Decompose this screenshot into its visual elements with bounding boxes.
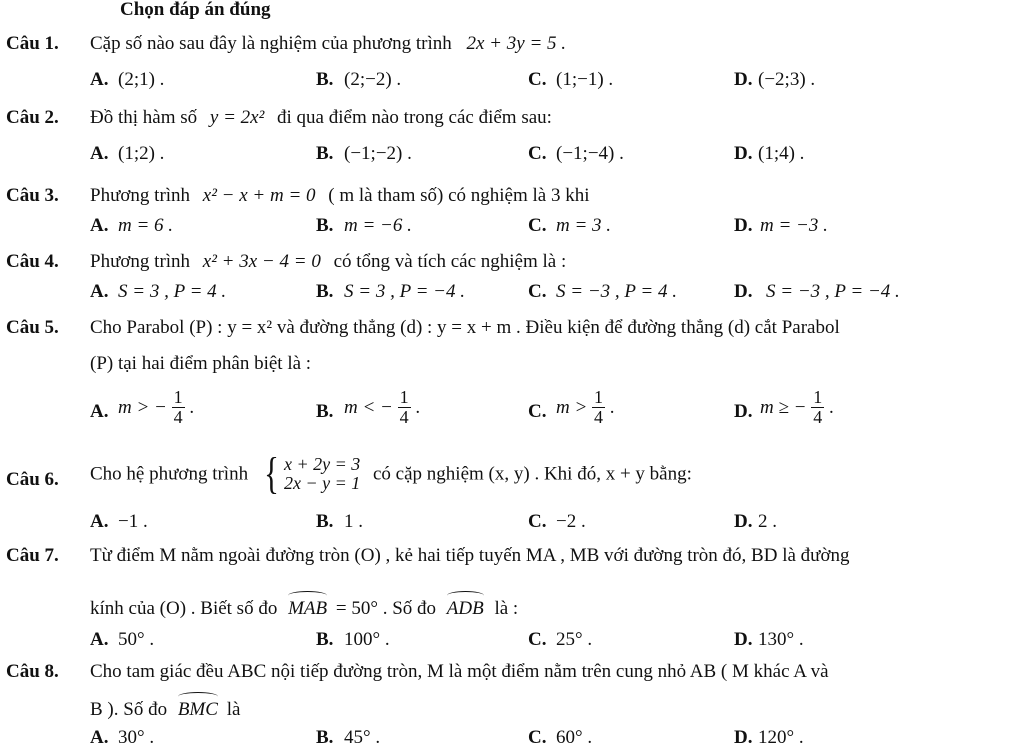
- question-1-prompt: Cặp số nào sau đây là nghiệm của phương trình: [90, 33, 452, 54]
- option-7c-label[interactable]: C.: [528, 629, 547, 650]
- option-3a-label[interactable]: A.: [90, 215, 109, 236]
- option-5b-label[interactable]: B.: [316, 401, 334, 422]
- option-6b[interactable]: 1 .: [344, 511, 363, 532]
- question-8-label: Câu 8.: [6, 661, 59, 682]
- option-3d-label[interactable]: D.: [734, 215, 753, 236]
- option-5b-fraction: [398, 388, 411, 427]
- option-8d-label[interactable]: D.: [734, 727, 753, 748]
- arc-bmc: BMC: [178, 696, 218, 719]
- option-4c[interactable]: S = −3 , P = 4 .: [556, 281, 677, 302]
- option-5b-den: 4: [399, 406, 409, 427]
- option-1d-label[interactable]: D.: [734, 69, 753, 90]
- question-5-text-line1: Cho Parabol (P) : y = x² và đường thẳng (d) : y = x + m . Điều kiện để đường thẳng (d) cắt Parabol: [90, 317, 840, 338]
- question-6-system: [261, 449, 361, 498]
- question-2-prompt-end: đi qua điểm nào trong các điểm sau:: [277, 107, 552, 128]
- option-5b-post: .: [415, 396, 421, 418]
- option-6c-label[interactable]: C.: [528, 511, 547, 532]
- option-1c[interactable]: (1;−1) .: [556, 69, 614, 90]
- arc-mab: MAB: [288, 595, 327, 618]
- option-5d-pre: m ≥ −: [760, 396, 807, 418]
- option-5c[interactable]: [556, 388, 615, 427]
- question-3-prompt: Phương trình: [90, 185, 191, 206]
- question-5-text-line2: (P) tại hai điểm phân biệt là :: [90, 353, 312, 374]
- question-4-text: [90, 252, 566, 271]
- option-2b-label[interactable]: B.: [316, 143, 334, 164]
- question-4-prompt: Phương trình: [90, 251, 191, 272]
- option-2c[interactable]: (−1;−4) .: [556, 143, 624, 164]
- option-3a[interactable]: m = 6 .: [118, 215, 174, 236]
- question-4-prompt-end: có tổng và tích các nghiệm là :: [333, 251, 567, 272]
- option-7b[interactable]: 100° .: [344, 629, 390, 650]
- option-3b[interactable]: m = −6 .: [344, 215, 412, 236]
- option-3d[interactable]: m = −3 .: [760, 215, 828, 236]
- question-7-text-line2: [90, 595, 518, 618]
- option-5a-num: 1: [173, 387, 183, 407]
- option-5c-fraction: [592, 388, 605, 427]
- option-1d[interactable]: (−2;3) .: [758, 69, 816, 90]
- question-6-prompt: Cho hệ phương trình: [90, 463, 249, 485]
- option-8b[interactable]: 45° .: [344, 727, 381, 748]
- option-5c-label[interactable]: C.: [528, 401, 547, 422]
- option-8a[interactable]: 30° .: [118, 727, 155, 748]
- question-2-text: [90, 108, 552, 127]
- option-4c-label[interactable]: C.: [528, 281, 547, 302]
- option-1a-label[interactable]: A.: [90, 69, 109, 90]
- option-6a-label[interactable]: A.: [90, 511, 109, 532]
- option-5a-fraction: [172, 388, 185, 427]
- question-2-label: Câu 2.: [6, 107, 59, 128]
- system-lines: [284, 455, 360, 493]
- question-7-line2-pre: kính của (O) . Biết số đo: [90, 598, 278, 619]
- option-6d-label[interactable]: D.: [734, 511, 753, 532]
- option-5a-pre: m > −: [118, 396, 167, 418]
- option-7d-label[interactable]: D.: [734, 629, 753, 650]
- option-8c[interactable]: 60° .: [556, 727, 593, 748]
- question-2-prompt: Đồ thị hàm số: [90, 107, 198, 128]
- question-8-text-line2: [90, 696, 240, 719]
- question-1-label: Câu 1.: [6, 33, 59, 54]
- question-7-line2-mid: = 50° . Số đo: [335, 598, 437, 619]
- option-5b[interactable]: [344, 388, 420, 427]
- question-8-line2-pre: B ). Số đo: [90, 699, 168, 720]
- question-4-equation: x² + 3x − 4 = 0: [202, 251, 321, 272]
- option-7a[interactable]: 50° .: [118, 629, 155, 650]
- option-5c-num: 1: [594, 387, 604, 407]
- question-7-label: Câu 7.: [6, 545, 59, 566]
- question-8-line2-post: là: [226, 699, 241, 720]
- option-1b[interactable]: (2;−2) .: [344, 69, 402, 90]
- option-8d[interactable]: 120° .: [758, 727, 804, 748]
- page-title: Chọn đáp án đúng: [120, 0, 271, 20]
- option-2d-label[interactable]: D.: [734, 143, 753, 164]
- option-3b-label[interactable]: B.: [316, 215, 334, 236]
- option-1c-label[interactable]: C.: [528, 69, 547, 90]
- arc-adb: ADB: [447, 595, 484, 618]
- question-7-line2-post: là :: [494, 598, 519, 619]
- system-line-2: 2x − y = 1: [283, 473, 361, 493]
- question-3-equation: x² − x + m = 0: [202, 185, 316, 206]
- question-3-text: [90, 186, 590, 205]
- option-2a[interactable]: (1;2) .: [118, 143, 165, 164]
- option-7a-label[interactable]: A.: [90, 629, 109, 650]
- option-3c-label[interactable]: C.: [528, 215, 547, 236]
- question-6-text: [90, 449, 692, 498]
- option-3c[interactable]: m = 3 .: [556, 215, 612, 236]
- option-8a-label[interactable]: A.: [90, 727, 109, 748]
- option-6d[interactable]: 2 .: [758, 511, 777, 532]
- option-5c-den: 4: [594, 406, 604, 427]
- option-2a-label[interactable]: A.: [90, 143, 109, 164]
- option-5d-fraction: [811, 388, 824, 427]
- system-line-1: x + 2y = 3: [283, 454, 361, 475]
- option-7c[interactable]: 25° .: [556, 629, 593, 650]
- option-5d-num: 1: [813, 387, 823, 407]
- option-5d[interactable]: [760, 388, 834, 427]
- option-4b-label[interactable]: B.: [316, 281, 334, 302]
- question-3-prompt-end: ( m là tham số) có nghiệm là 3 khi: [328, 185, 590, 206]
- option-2d[interactable]: (1;4) .: [758, 143, 805, 164]
- option-4a[interactable]: S = 3 , P = 4 .: [118, 281, 227, 302]
- option-1a[interactable]: (2;1) .: [118, 69, 165, 90]
- option-7b-label[interactable]: B.: [316, 629, 334, 650]
- question-7-text-line1: Từ điểm M nằm ngoài đường tròn (O) , kẻ hai tiếp tuyến MA , MB với đường tròn đó, BD là đường: [90, 545, 850, 566]
- question-1-equation: 2x + 3y = 5 .: [466, 33, 567, 54]
- question-4-label: Câu 4.: [6, 251, 59, 272]
- question-5-label: Câu 5.: [6, 317, 59, 338]
- option-2b[interactable]: (−1;−2) .: [344, 143, 412, 164]
- option-8c-label[interactable]: C.: [528, 727, 547, 748]
- option-4d-label[interactable]: D.: [734, 281, 753, 302]
- option-5d-den: 4: [813, 406, 823, 427]
- option-5c-pre: m >: [556, 396, 588, 418]
- option-5a[interactable]: [118, 388, 194, 427]
- option-5d-post: .: [828, 396, 834, 418]
- option-5a-label[interactable]: A.: [90, 401, 109, 422]
- option-5a-post: .: [189, 396, 195, 418]
- question-8-text-line1: Cho tam giác đều ABC nội tiếp đường tròn, M là một điểm nằm trên cung nhỏ AB ( M khác A và: [90, 661, 829, 682]
- question-6-prompt-end: có cặp nghiệm (x, y) . Khi đó, x + y bằng:: [373, 463, 692, 485]
- option-5d-label[interactable]: D.: [734, 401, 753, 422]
- question-2-equation: y = 2x²: [209, 107, 265, 128]
- option-4b[interactable]: S = 3 , P = −4 .: [344, 281, 465, 302]
- option-7d[interactable]: 130° .: [758, 629, 804, 650]
- question-3-label: Câu 3.: [6, 185, 59, 206]
- option-8b-label[interactable]: B.: [316, 727, 334, 748]
- option-5b-num: 1: [399, 387, 409, 407]
- question-1-text: [90, 34, 566, 53]
- option-1b-label[interactable]: B.: [316, 69, 334, 90]
- option-4a-label[interactable]: A.: [90, 281, 109, 302]
- question-6-label: Câu 6.: [6, 469, 59, 490]
- option-4d[interactable]: S = −3 , P = −4 .: [766, 281, 900, 302]
- option-5a-den: 4: [173, 406, 183, 427]
- option-6c[interactable]: −2 .: [556, 511, 586, 532]
- option-6a[interactable]: −1 .: [118, 511, 148, 532]
- option-5b-pre: m < −: [344, 396, 393, 418]
- option-2c-label[interactable]: C.: [528, 143, 547, 164]
- option-5c-post: .: [609, 396, 615, 418]
- option-6b-label[interactable]: B.: [316, 511, 334, 532]
- system-brace: {: [264, 449, 279, 498]
